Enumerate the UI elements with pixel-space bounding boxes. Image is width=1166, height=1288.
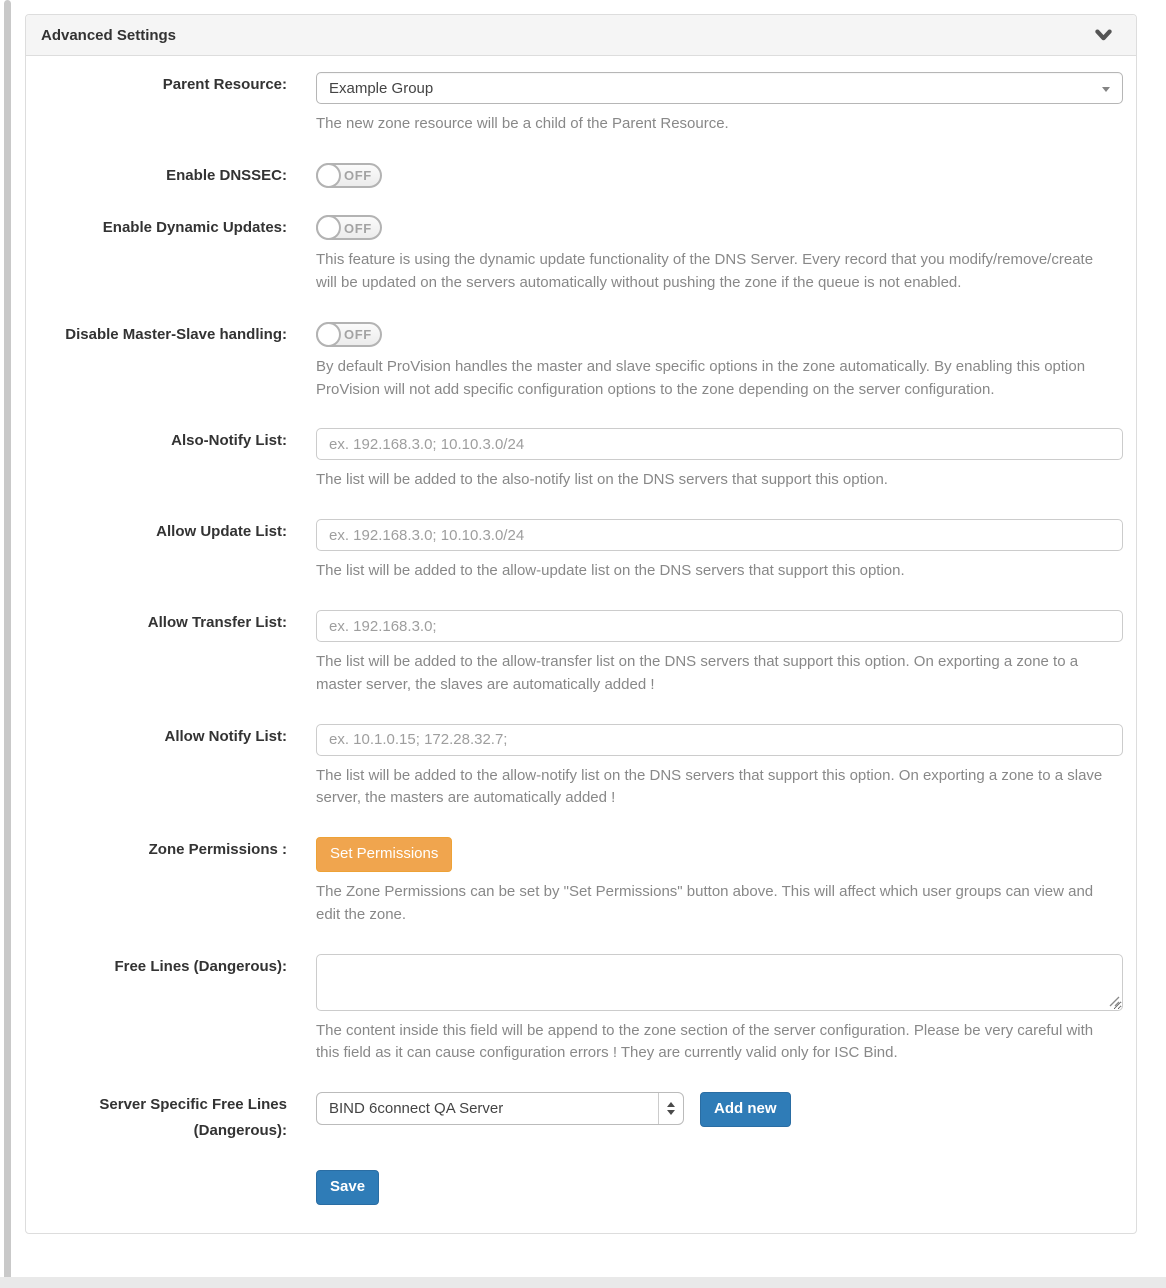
- form-row-allow-notify: [41, 724, 1130, 811]
- enable-dnssec-label: Enable DNSSEC:: [166, 166, 287, 184]
- free-lines-textarea[interactable]: [316, 954, 1123, 1011]
- enable-dynamic-updates-label: Enable Dynamic Updates:: [102, 219, 287, 237]
- server-select[interactable]: [316, 1092, 684, 1125]
- disable-master-slave-label: Disable Master-Slave handling:: [65, 325, 287, 343]
- free-lines-control: [316, 954, 1130, 1066]
- also-notify-label: Also-Notify List:: [171, 432, 287, 450]
- allow-transfer-control: [316, 610, 1130, 697]
- allow-notify-control: [316, 724, 1130, 811]
- form-row-zone-permissions: [41, 837, 1130, 926]
- form-row-server-specific-free-lines: [41, 1092, 1130, 1143]
- allow-notify-label: Allow Notify List:: [164, 727, 287, 745]
- left-scrollbar[interactable]: [4, 0, 11, 1288]
- caret-down-icon: [1102, 87, 1110, 92]
- allow-update-help: The list will be added to the allow-update list on the DNS servers that support this option.: [316, 562, 905, 580]
- save-button[interactable]: Save: [316, 1170, 379, 1205]
- save-control: [316, 1170, 1130, 1205]
- select-spinner-icon: [658, 1093, 683, 1124]
- form-row-free-lines: [41, 954, 1130, 1066]
- parent-resource-control: [316, 72, 1130, 136]
- form-row-save: [41, 1170, 1130, 1205]
- also-notify-control: [316, 428, 1130, 492]
- allow-update-control: [316, 519, 1130, 583]
- enable-dnssec-toggle[interactable]: [316, 163, 382, 188]
- toggle-off-label: OFF: [344, 327, 372, 343]
- allow-update-label: Allow Update List:: [156, 523, 287, 541]
- allow-transfer-input[interactable]: [316, 610, 1123, 642]
- enable-dynamic-updates-help: This feature is using the dynamic update functionality of the DNS Server. Every record that you modify/remove/create will be updated on the servers automatically without pushing the zone if the queue is not enabled.: [316, 251, 1094, 292]
- allow-transfer-help: The list will be added to the allow-transfer list on the DNS servers that support this option. On exporting a zone to a master server, the slaves are automatically added !: [316, 653, 1079, 693]
- panel-title: Advanced Settings: [41, 26, 177, 44]
- form-row-allow-transfer: [41, 610, 1130, 697]
- allow-notify-help: The list will be added to the allow-notify list on the DNS servers that support this option. On exporting a zone to a slave server, the masters are automatically added !: [316, 766, 1103, 807]
- advanced-settings-panel: [25, 14, 1137, 1234]
- disable-master-slave-toggle[interactable]: [316, 322, 382, 347]
- zone-permissions-label: Zone Permissions :: [148, 841, 287, 859]
- set-permissions-button[interactable]: Set Permissions: [316, 837, 452, 872]
- zone-permissions-help: The Zone Permissions can be set by "Set Permissions" button above. This will affect which user groups can view and edit the zone.: [316, 883, 1094, 923]
- free-lines-help: The content inside this field will be append to the zone section of the server configuration. Please be very careful with this field as it can cause configuration errors ! They are currently valid only for ISC Bind.: [316, 1021, 1094, 1062]
- form-row-enable-dnssec: [41, 163, 1130, 189]
- allow-transfer-label: Allow Transfer List:: [147, 614, 287, 632]
- parent-resource-selected-value: Example Group: [329, 79, 434, 97]
- toggle-off-label: OFF: [344, 220, 372, 236]
- free-lines-label: Free Lines (Dangerous):: [114, 957, 287, 975]
- server-specific-free-lines-label: Server Specific Free Lines (Dangerous):: [99, 1096, 287, 1139]
- add-new-button[interactable]: Add new: [700, 1092, 791, 1127]
- also-notify-help: The list will be added to the also-notify list on the DNS servers that support this option.: [316, 471, 888, 489]
- server-specific-free-lines-control: [316, 1092, 1130, 1127]
- form-row-enable-dynamic-updates: [41, 215, 1130, 295]
- parent-resource-help: The new zone resource will be a child of the Parent Resource.: [316, 115, 729, 132]
- form-row-also-notify: [41, 428, 1130, 492]
- form-row-disable-master-slave: [41, 322, 1130, 402]
- panel-header[interactable]: [26, 15, 1136, 56]
- page-bottom-area: [0, 1277, 1166, 1288]
- zone-permissions-control: [316, 837, 1130, 926]
- disable-master-slave-control: [316, 322, 1130, 402]
- allow-update-input[interactable]: [316, 519, 1123, 551]
- enable-dnssec-control: [316, 163, 1130, 188]
- form-row-allow-update: [41, 519, 1130, 583]
- server-select-value: BIND 6connect QA Server: [329, 1100, 504, 1118]
- form-row-parent-resource: [41, 72, 1130, 136]
- toggle-off-label: OFF: [344, 168, 372, 184]
- enable-dynamic-updates-toggle[interactable]: [316, 215, 382, 240]
- also-notify-input[interactable]: [316, 428, 1123, 460]
- parent-resource-select[interactable]: [316, 72, 1123, 104]
- parent-resource-label: Parent Resource:: [162, 76, 287, 93]
- allow-notify-input[interactable]: [316, 724, 1123, 756]
- chevron-down-icon[interactable]: [1095, 29, 1112, 42]
- disable-master-slave-help: By default ProVision handles the master and slave specific options in the zone automatically. By enabling this option ProVision will not add specific configuration options to the zone depending on the server configuration.: [316, 357, 1086, 398]
- toggle-knob-icon: [316, 163, 341, 188]
- toggle-knob-icon: [316, 322, 341, 347]
- panel-body: [26, 56, 1136, 1233]
- enable-dynamic-updates-control: [316, 215, 1130, 295]
- toggle-knob-icon: [316, 215, 341, 240]
